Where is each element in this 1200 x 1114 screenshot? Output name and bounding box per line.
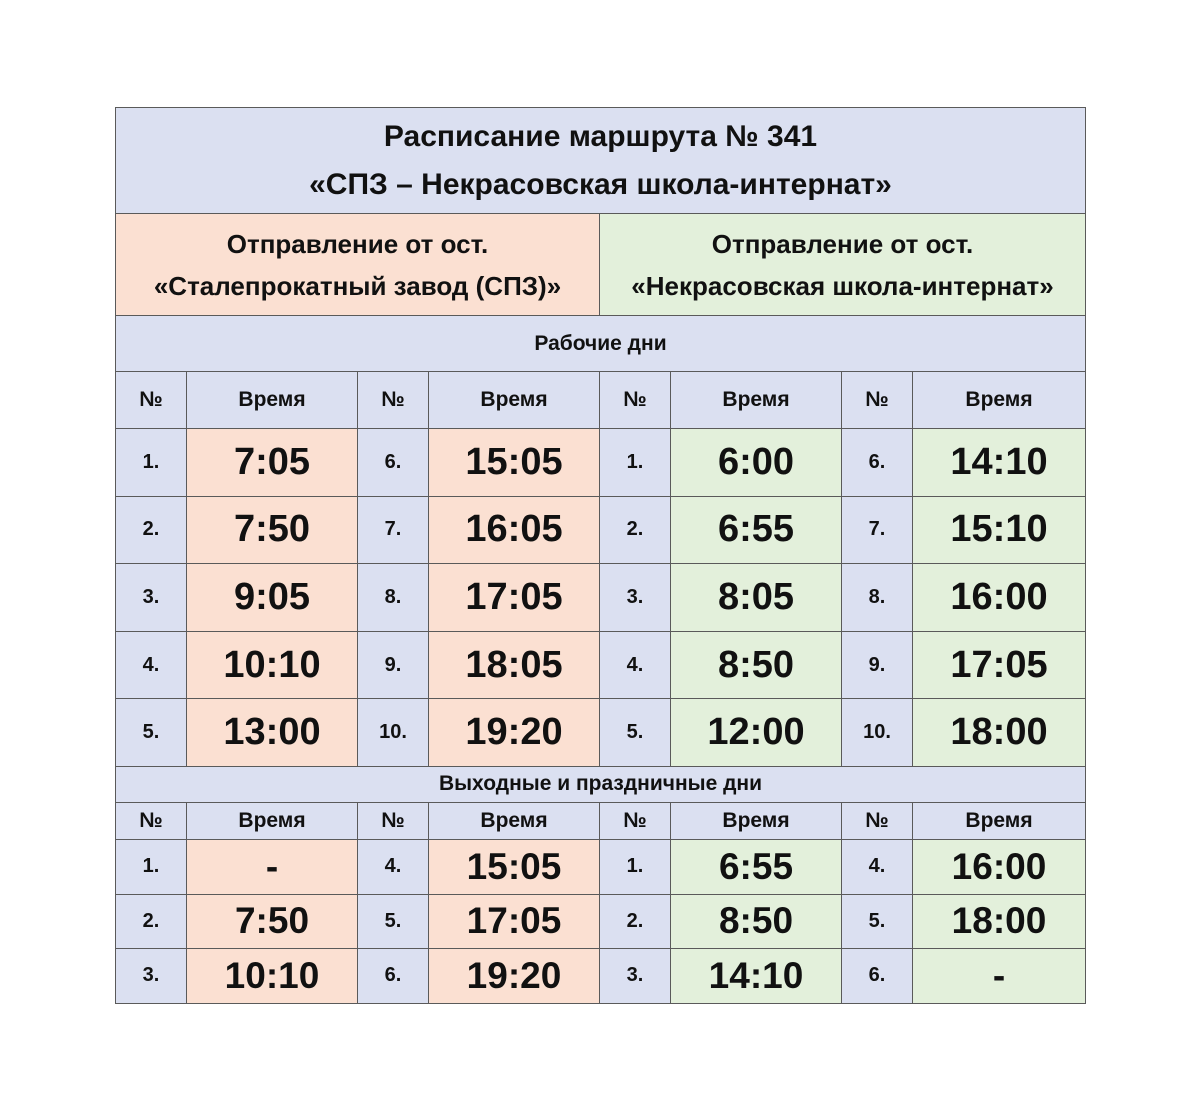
- trip-number: 1.: [600, 839, 671, 894]
- trip-number: 7.: [358, 496, 429, 564]
- column-header-time: Время: [913, 372, 1086, 429]
- departure-time: 8:50: [671, 894, 842, 949]
- table-row: [116, 429, 1086, 497]
- departure-time: 15:05: [429, 429, 600, 497]
- trip-number: 7.: [842, 496, 913, 564]
- schedule-table: [115, 107, 1086, 1004]
- table-row: [116, 699, 1086, 767]
- title-row: [116, 108, 1086, 214]
- departure-time: -: [187, 839, 358, 894]
- trip-number: 5.: [842, 894, 913, 949]
- column-header-num: №: [116, 802, 187, 839]
- weekdays-section-row: [116, 316, 1086, 372]
- schedule-title: [116, 108, 1086, 214]
- trip-number: 1.: [600, 429, 671, 497]
- departure-time: 7:05: [187, 429, 358, 497]
- column-header-time: Время: [429, 802, 600, 839]
- column-header-num: №: [600, 802, 671, 839]
- trip-number: 6.: [842, 949, 913, 1004]
- table-row: [116, 631, 1086, 699]
- trip-number: 5.: [600, 699, 671, 767]
- column-header-time: Время: [671, 372, 842, 429]
- trip-number: 10.: [842, 699, 913, 767]
- trip-number: 2.: [116, 496, 187, 564]
- departure-time: 13:00: [187, 699, 358, 767]
- departure-time: 17:05: [429, 564, 600, 632]
- departure-from-spz-line-1: Отправление от ост.: [226, 228, 489, 259]
- departure-time: 14:10: [671, 949, 842, 1004]
- column-header-time: Время: [913, 802, 1086, 839]
- departure-time: 18:00: [913, 894, 1086, 949]
- departure-time: 17:05: [429, 894, 600, 949]
- departure-from-school: [600, 214, 1086, 316]
- departure-time: 14:10: [913, 429, 1086, 497]
- departure-time: 8:05: [671, 564, 842, 632]
- table-row: [116, 839, 1086, 894]
- weekends-section-row: [116, 766, 1086, 802]
- departure-time: 19:20: [429, 699, 600, 767]
- departure-time: 12:00: [671, 699, 842, 767]
- column-header-time: Время: [429, 372, 600, 429]
- column-header-time: Время: [671, 802, 842, 839]
- trip-number: 9.: [358, 631, 429, 699]
- departure-time: 10:10: [187, 631, 358, 699]
- title-line-2: «СПЗ – Некрасовская школа-интернат»: [309, 167, 892, 201]
- departure-time: 6:00: [671, 429, 842, 497]
- trip-number: 3.: [116, 949, 187, 1004]
- departure-time: 16:05: [429, 496, 600, 564]
- trip-number: 3.: [116, 564, 187, 632]
- trip-number: 2.: [600, 496, 671, 564]
- departure-time: 6:55: [671, 839, 842, 894]
- trip-number: 4.: [600, 631, 671, 699]
- trip-number: 4.: [116, 631, 187, 699]
- weekdays-label: Рабочие дни: [116, 316, 1086, 372]
- column-header-num: №: [358, 372, 429, 429]
- trip-number: 1.: [116, 429, 187, 497]
- trip-number: 8.: [842, 564, 913, 632]
- departure-time: 7:50: [187, 894, 358, 949]
- trip-number: 9.: [842, 631, 913, 699]
- departure-time: 6:55: [671, 496, 842, 564]
- trip-number: 5.: [116, 699, 187, 767]
- trip-number: 5.: [358, 894, 429, 949]
- departure-time: 17:05: [913, 631, 1086, 699]
- trip-number: 2.: [116, 894, 187, 949]
- departure-from-spz: [116, 214, 600, 316]
- departure-from-spz-line-2: «Сталепрокатный завод (СПЗ)»: [153, 270, 562, 301]
- column-header-time: Время: [187, 372, 358, 429]
- trip-number: 4.: [842, 839, 913, 894]
- column-header-num: №: [842, 802, 913, 839]
- column-header-time: Время: [187, 802, 358, 839]
- trip-number: 6.: [358, 949, 429, 1004]
- table-row: [116, 564, 1086, 632]
- column-header-num: №: [358, 802, 429, 839]
- table-row: [116, 949, 1086, 1004]
- weekdays-header-row: [116, 372, 1086, 429]
- trip-number: 1.: [116, 839, 187, 894]
- departure-time: 7:50: [187, 496, 358, 564]
- trip-number: 2.: [600, 894, 671, 949]
- departure-time: 10:10: [187, 949, 358, 1004]
- departure-time: 18:05: [429, 631, 600, 699]
- trip-number: 8.: [358, 564, 429, 632]
- trip-number: 6.: [358, 429, 429, 497]
- table-row: [116, 496, 1086, 564]
- weekends-header-row: [116, 802, 1086, 839]
- weekends-label: Выходные и праздничные дни: [116, 766, 1086, 802]
- departure-time: 15:10: [913, 496, 1086, 564]
- trip-number: 4.: [358, 839, 429, 894]
- trip-number: 3.: [600, 949, 671, 1004]
- departure-time: 8:50: [671, 631, 842, 699]
- title-line-1: Расписание маршрута № 341: [383, 119, 818, 153]
- column-header-num: №: [600, 372, 671, 429]
- departure-from-school-line-1: Отправление от ост.: [711, 228, 974, 259]
- column-header-num: №: [116, 372, 187, 429]
- table-row: [116, 894, 1086, 949]
- departure-time: 18:00: [913, 699, 1086, 767]
- column-header-num: №: [842, 372, 913, 429]
- departure-time: 16:00: [913, 564, 1086, 632]
- departure-time: -: [913, 949, 1086, 1004]
- trip-number: 10.: [358, 699, 429, 767]
- departure-time: 19:20: [429, 949, 600, 1004]
- trip-number: 6.: [842, 429, 913, 497]
- departure-time: 9:05: [187, 564, 358, 632]
- departure-time: 15:05: [429, 839, 600, 894]
- trip-number: 3.: [600, 564, 671, 632]
- departure-time: 16:00: [913, 839, 1086, 894]
- departure-from-school-line-2: «Некрасовская школа-интернат»: [631, 270, 1054, 301]
- departure-row: [116, 214, 1086, 316]
